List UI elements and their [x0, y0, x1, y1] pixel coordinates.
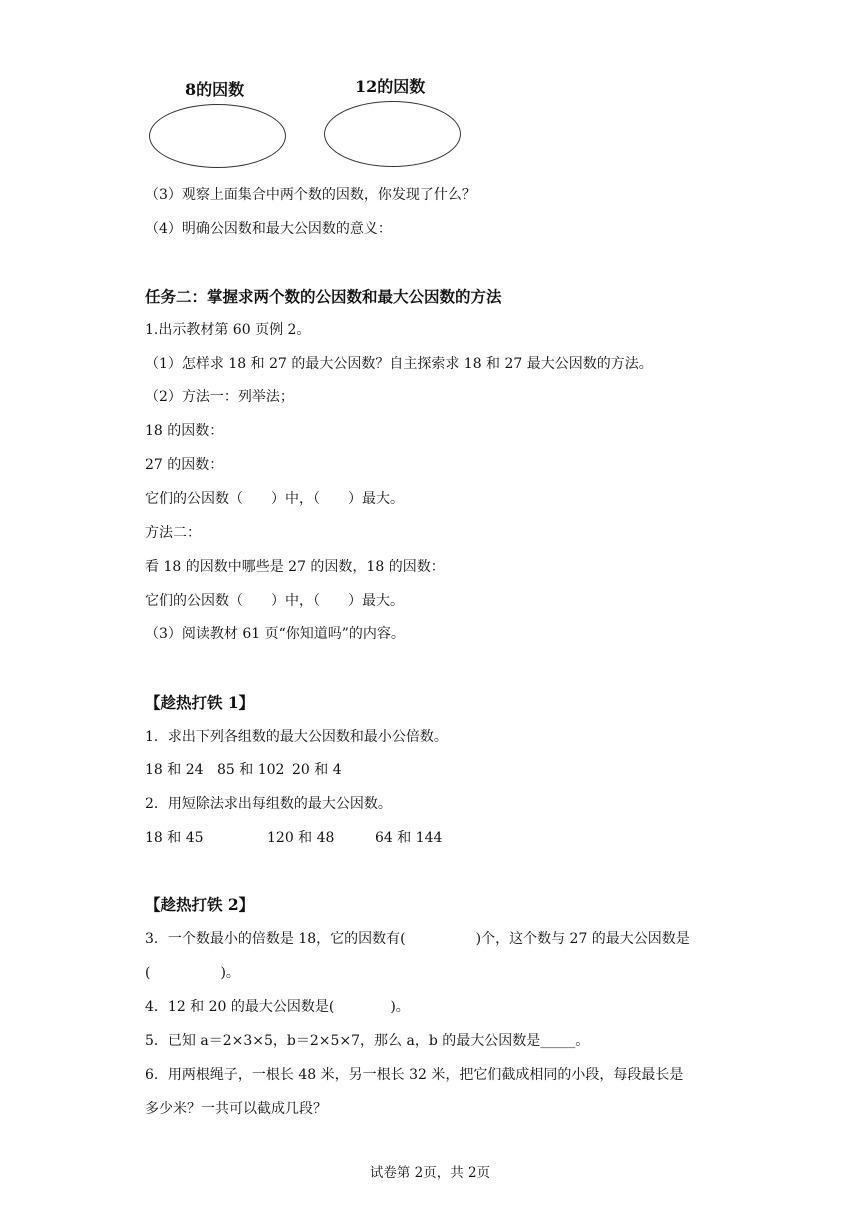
set-8-label: 8的因数	[185, 80, 245, 99]
practice1-q2-item-3: 64 和 144	[375, 830, 443, 846]
task1-question-4: （4）明确公因数和最大公因数的意义：	[145, 221, 392, 237]
task2-line-5: 27 的因数：	[145, 457, 224, 473]
task2-line-1: 1.出示教材第 60 页例 2。	[145, 322, 311, 338]
practice2-question-5: 5．已知 a＝2×3×5，b＝2×5×7，那么 a，b 的最大公因数是_____。	[145, 1033, 590, 1049]
task2-line-10: （3）阅读教材 61 页“你知道吗”的内容。	[145, 626, 405, 642]
practice2-question-3-line-2: ( )。	[145, 965, 240, 981]
task2-line-9: 它们的公因数（ ）中，（ ）最大。	[145, 593, 404, 609]
practice1-q1-item-3: 20 和 4	[292, 762, 342, 778]
practice2-heading: 【趁热打铁 2】	[145, 895, 255, 914]
task1-question-3: （3）观察上面集合中两个数的因数，你发现了什么？	[145, 187, 476, 203]
practice1-question-1: 1．求出下列各组数的最大公因数和最小公倍数。	[145, 729, 448, 745]
practice1-q1-item-2: 85 和 102	[217, 762, 285, 778]
set-12-label: 12的因数	[355, 77, 426, 96]
task2-line-8: 看 18 的因数中哪些是 27 的因数，18 的因数：	[145, 559, 445, 575]
practice1-q1-item-1: 18 和 24	[145, 762, 204, 778]
set-8-ellipse	[149, 104, 286, 168]
practice2-question-6-line-2: 多少米？一共可以截成几段？	[145, 1101, 327, 1117]
page-footer: 试卷第 2页，共 2页	[369, 1165, 491, 1181]
task2-heading: 任务二：掌握求两个数的公因数和最大公因数的方法	[145, 287, 502, 306]
task2-line-3: （2）方法一：列举法；	[145, 389, 294, 405]
practice1-q2-item-1: 18 和 45	[145, 830, 204, 846]
task2-line-6: 它们的公因数（ ）中，（ ）最大。	[145, 491, 404, 507]
set-12-ellipse	[324, 101, 461, 167]
practice2-question-4: 4．12 和 20 的最大公因数是( )。	[145, 999, 410, 1015]
task2-line-2: （1）怎样求 18 和 27 的最大公因数？自主探索求 18 和 27 最大公因数的方法。	[145, 356, 653, 372]
practice1-heading: 【趁热打铁 1】	[145, 693, 255, 712]
practice2-question-3-line-1: 3．一个数最小的倍数是 18，它的因数有( )个，这个数与 27 的最大公因数是	[145, 931, 690, 947]
task2-line-4: 18 的因数：	[145, 423, 224, 439]
practice2-question-6-line-1: 6．用两根绳子，一根长 48 米，另一根长 32 米，把它们截成相同的小段，每段最长是	[145, 1067, 684, 1083]
practice1-q2-item-2: 120 和 48	[267, 830, 335, 846]
practice1-question-2: 2．用短除法求出每组数的最大公因数。	[145, 796, 392, 812]
task2-line-7: 方法二：	[145, 525, 201, 541]
